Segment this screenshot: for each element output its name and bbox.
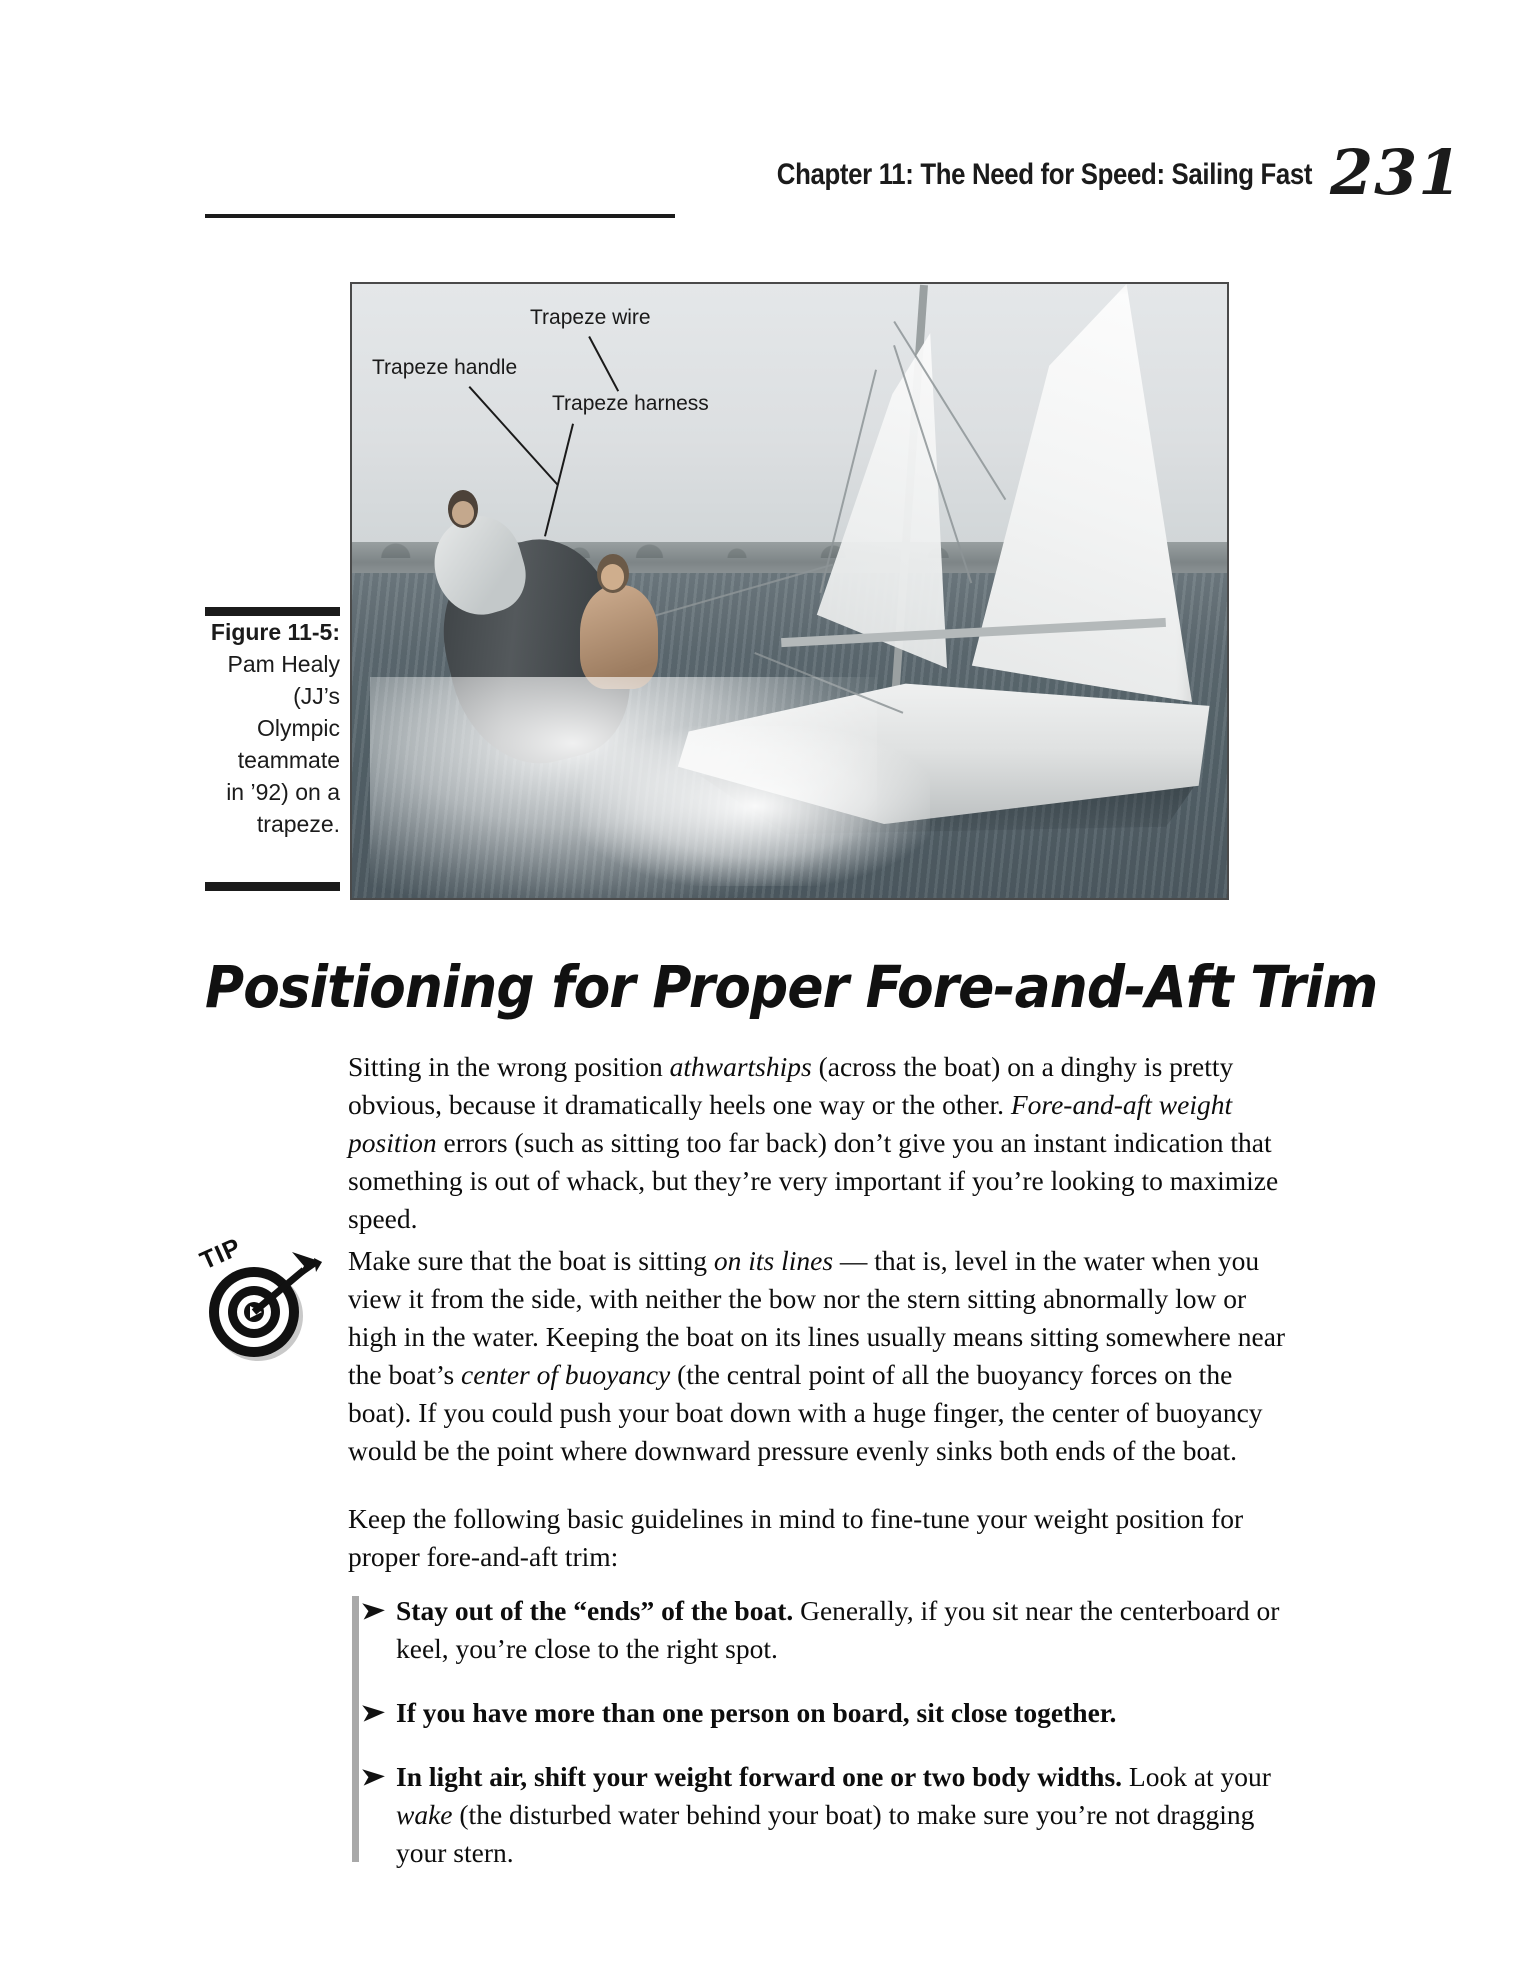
chapter-title: Chapter 11: The Need for Speed: Sailing Fast bbox=[776, 158, 1313, 191]
figure-caption-line: in ’92) on a bbox=[226, 779, 340, 805]
figure-caption-line: teammate bbox=[237, 747, 340, 773]
body-paragraph: Keep the following basic guidelines in mind to fine-tune your weight position for proper fore-and-aft trim: bbox=[348, 1503, 1244, 1572]
figure-caption-line: Figure 11-5: bbox=[210, 619, 340, 645]
tip-icon bbox=[196, 1228, 326, 1368]
header-rule bbox=[205, 214, 675, 218]
list-item-text: In light air, shift your weight forward one or two body widths. Look at your wake (the disturbed water behind your boat) to make sure you’re not dragging your stern. bbox=[396, 1761, 1271, 1868]
bullet-list bbox=[348, 1592, 1308, 1898]
list-item bbox=[348, 1592, 1308, 1668]
photo-trapezing-sailor-face bbox=[452, 501, 474, 524]
bullet-check-icon: ➤ bbox=[358, 1761, 388, 1793]
photo-helmsman-face bbox=[601, 564, 625, 590]
figure-caption-line: (JJ’s bbox=[293, 683, 340, 709]
bullet-check-icon: ➤ bbox=[358, 1697, 388, 1729]
figure-caption bbox=[205, 616, 340, 840]
body-paragraph: Sitting in the wrong position athwartships (across the boat) on a dinghy is pretty obvious, because it dramatically heels one way or the other. Fore-and-aft weight position errors (such as sitting too far back) don’t give you an instant indication that something is out of whack, but they’re very important if you’re looking to maximize speed. bbox=[348, 1051, 1279, 1234]
rig-line bbox=[893, 321, 1006, 500]
photo-helmsman bbox=[580, 585, 659, 689]
figure-caption-line: Pam Healy bbox=[227, 651, 340, 677]
figure-block bbox=[0, 282, 1530, 902]
callout-trapeze-harness: Trapeze harness bbox=[552, 392, 709, 415]
running-head bbox=[0, 136, 1530, 220]
figure-caption-line: Olympic bbox=[256, 715, 340, 741]
list-item bbox=[348, 1694, 1308, 1732]
page-number: 231 bbox=[1330, 136, 1463, 209]
rig-line bbox=[820, 370, 877, 594]
caption-rule-top bbox=[205, 607, 340, 616]
figure-caption-line: trapeze. bbox=[256, 811, 340, 837]
bullet-check-icon: ➤ bbox=[358, 1595, 388, 1627]
list-item bbox=[348, 1758, 1308, 1872]
callout-trapeze-handle: Trapeze handle bbox=[372, 356, 518, 379]
body-paragraph: Make sure that the boat is sitting on its lines — that is, level in the water when you view it from the side, with neither the bow nor the stern sitting abnormally low or high in the water. Keeping the boat on its lines usually means sitting somewhere near the boat’s center of buoyancy (the central point of all the buoyancy forces on the boat). If you could push your boat down with a huge finger, the center of buoyancy would be the point where downward pressure evenly sinks both ends of the boat. bbox=[348, 1245, 1286, 1466]
callout-trapeze-wire: Trapeze wire bbox=[530, 306, 651, 329]
list-item-text: If you have more than one person on board, sit close together. bbox=[396, 1697, 1117, 1728]
caption-rule-bottom bbox=[205, 882, 340, 891]
trapeze-wire-line bbox=[650, 563, 833, 617]
figure-photo bbox=[350, 282, 1229, 900]
page-title: Positioning for Proper Fore-and-Aft Trim bbox=[205, 953, 1378, 1021]
list-item-text: Stay out of the “ends” of the boat. Generally, if you sit near the centerboard or keel, you’re close to the right spot. bbox=[396, 1595, 1280, 1664]
photo-wake bbox=[370, 677, 878, 898]
tip-icon-label: TIP bbox=[195, 1232, 246, 1276]
